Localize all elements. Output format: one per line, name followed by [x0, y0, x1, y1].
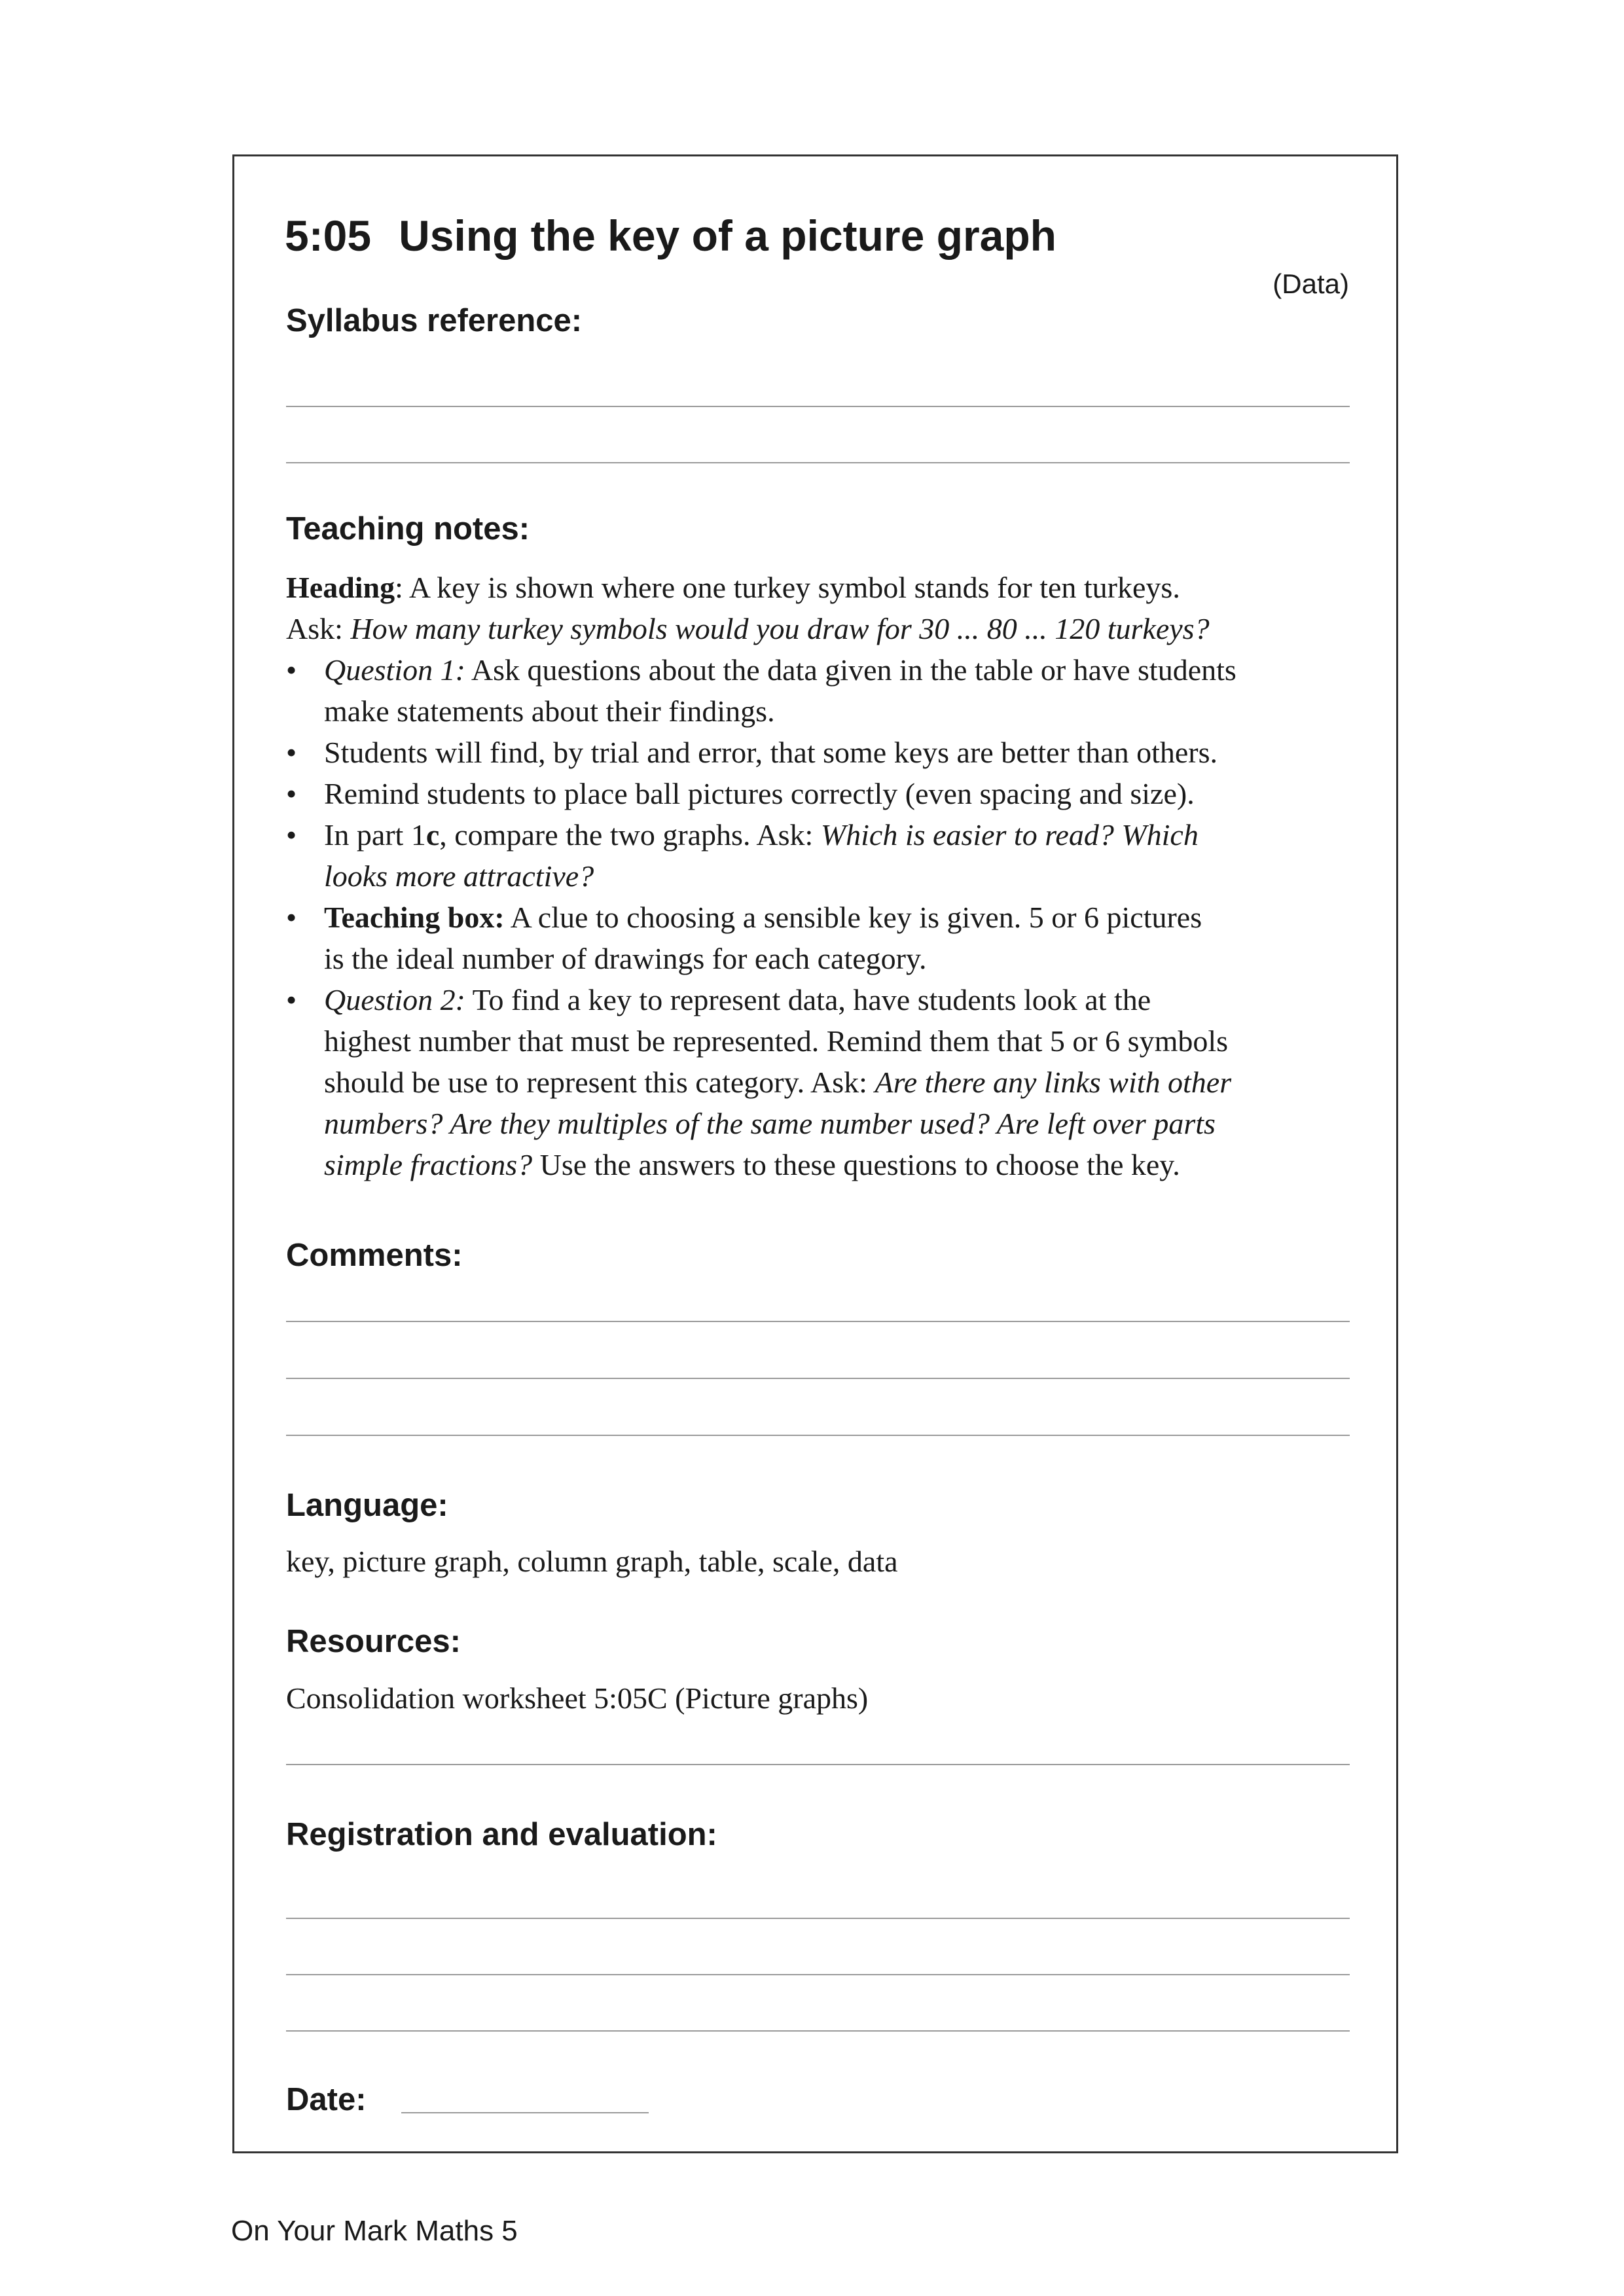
- ask-label: Ask:: [286, 612, 351, 645]
- notes-bullet-5: [286, 897, 1353, 979]
- comments-line-2[interactable]: [286, 1378, 1350, 1379]
- syllabus-line-2[interactable]: [286, 462, 1350, 463]
- comments-line-1[interactable]: [286, 1321, 1350, 1322]
- registration-line-3[interactable]: [286, 2030, 1350, 2032]
- b1-line2: make statements about their findings.: [324, 694, 775, 728]
- bullet-icon: •: [286, 818, 297, 852]
- bullet-icon: •: [286, 901, 297, 934]
- syllabus-line-1[interactable]: [286, 406, 1350, 407]
- b6-line3-text: should be use to represent this category. Ask:: [324, 1066, 875, 1099]
- bullet-icon: •: [286, 736, 297, 769]
- syllabus-heading: Syllabus reference:: [286, 303, 583, 338]
- comments-heading: Comments:: [286, 1238, 463, 1273]
- registration-heading: Registration and evaluation:: [286, 1817, 717, 1852]
- notes-bullet-3: [286, 773, 1353, 814]
- notes-bullet-6: [286, 979, 1353, 1185]
- lesson-title-text: Using the key of a picture graph: [399, 211, 1056, 260]
- teaching-notes-heading: Teaching notes:: [286, 511, 530, 547]
- b4-mid: , compare the two graphs. Ask:: [439, 818, 821, 852]
- resources-text: Consolidation worksheet 5:05C (Picture graphs): [286, 1681, 869, 1715]
- bullet-icon: •: [286, 653, 297, 687]
- b5-text: A clue to choosing a sensible key is given. 5 or 6 pictures: [504, 901, 1202, 934]
- notes-ask: [286, 608, 1353, 649]
- b6-line3-italic: Are there any links with other: [875, 1066, 1232, 1099]
- intro-text: : A key is shown where one turkey symbol stands for ten turkeys.: [395, 571, 1180, 604]
- b6-line5-italic: simple fractions?: [324, 1148, 533, 1181]
- intro-bold: Heading: [286, 571, 395, 604]
- notes-bullet-4: [286, 814, 1353, 897]
- b6-text: To find a key to represent data, have students look at the: [465, 983, 1151, 1016]
- b4-pre: In part 1: [324, 818, 426, 852]
- registration-line-1[interactable]: [286, 1918, 1350, 1919]
- book-footer: On Your Mark Maths 5: [231, 2215, 518, 2247]
- b4-bold: c: [425, 818, 440, 852]
- date-field[interactable]: [401, 2112, 649, 2113]
- b5-bold: Teaching box:: [324, 901, 505, 934]
- b2-text: Students will find, by trial and error, that some keys are better than others.: [324, 736, 1218, 769]
- b5-line2: is the ideal number of drawings for each category.: [324, 942, 927, 975]
- registration-line-2[interactable]: [286, 1974, 1350, 1975]
- bullet-icon: •: [286, 777, 297, 810]
- ask-question: How many turkey symbols would you draw for 30 ... 80 ... 120 turkeys?: [350, 612, 1210, 645]
- b1-italic: Question 1:: [324, 653, 465, 687]
- language-heading: Language:: [286, 1488, 448, 1523]
- b4-italic: Which is easier to read? Which: [820, 818, 1199, 852]
- resources-heading: Resources:: [286, 1624, 461, 1659]
- b4-line2: looks more attractive?: [324, 859, 594, 893]
- b6-italic: Question 2:: [324, 983, 465, 1016]
- date-label: Date:: [286, 2082, 367, 2117]
- b6-line5-text: Use the answers to these questions to choose the key.: [532, 1148, 1180, 1181]
- strand-tag: (Data): [1272, 268, 1349, 299]
- notes-bullet-1: [286, 649, 1353, 732]
- b3-text: Remind students to place ball pictures correctly (even spacing and size).: [324, 777, 1195, 810]
- notes-intro: [286, 567, 1353, 608]
- b6-line4: numbers? Are they multiples of the same number used? Are left over parts: [324, 1107, 1216, 1140]
- bullet-icon: •: [286, 983, 297, 1016]
- resources-line-1[interactable]: [286, 1764, 1350, 1765]
- notes-bullet-list: [286, 649, 1353, 1185]
- lesson-number: 5:05: [285, 211, 372, 260]
- teaching-notes-body: [286, 567, 1353, 1185]
- comments-line-3[interactable]: [286, 1435, 1350, 1436]
- b1-text: Ask questions about the data given in the table or have students: [465, 653, 1236, 687]
- notes-bullet-2: [286, 732, 1353, 773]
- language-text: key, picture graph, column graph, table, scale, data: [286, 1545, 898, 1578]
- b6-line2: highest number that must be represented. Remind them that 5 or 6 symbols: [324, 1024, 1229, 1058]
- lesson-title: [285, 211, 1056, 260]
